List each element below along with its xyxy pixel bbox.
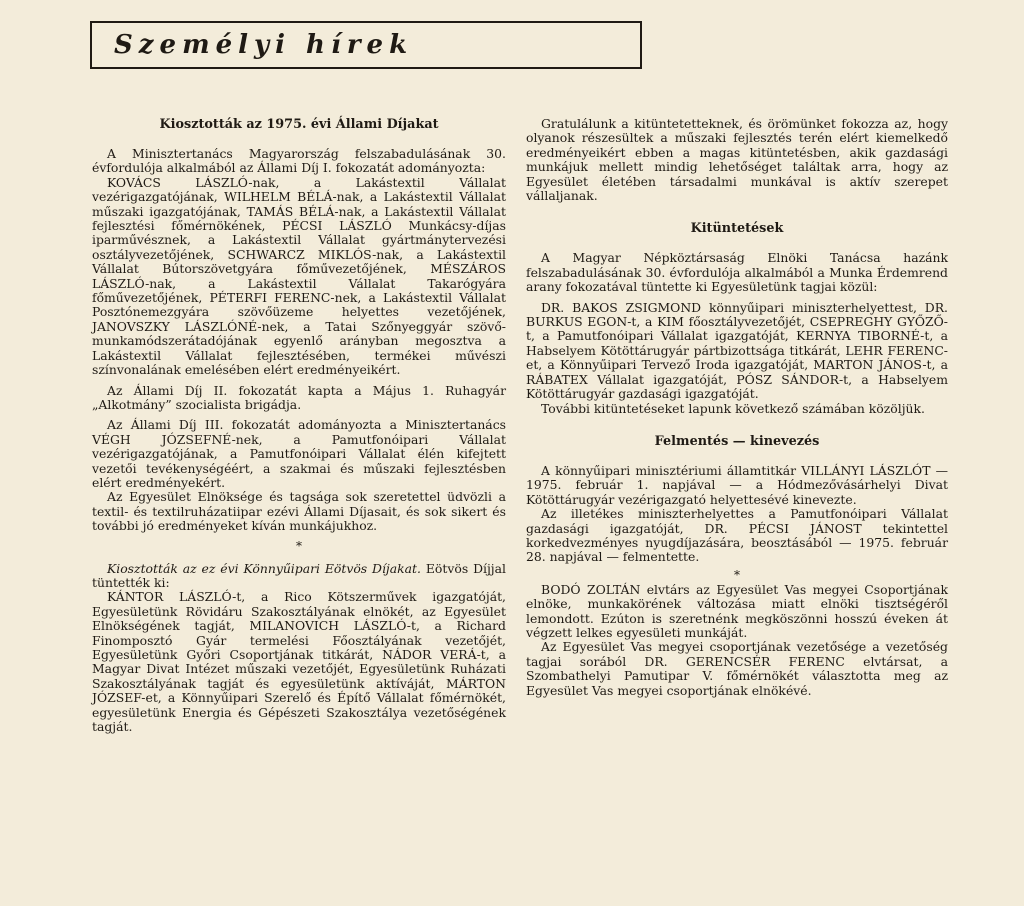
paragraph: További kitüntetéseket lapunk következő számában közöljük. <box>541 400 925 416</box>
paragraph: A Magyar Népköztársaság Elnöki Tanácsa hazánk felszabadulásának 30. évfordulója alkalmából a Munka Érdemrend arany fokozatával tüntette ki Egyesületünk tagjai közül: <box>526 250 948 295</box>
paragraph: Az Egyesület Vas megyei csoportjának vezetősége a vezetőség tagjai sorából DR. GERENCSÉR FERENC elvtársat, a Szombathelyi Pamutipar V. főmérnökét választotta meg az Egyesület Vas megyei csoportjának elnökévé. <box>526 639 948 698</box>
paragraph: KÁNTOR LÁSZLÓ-t, a Rico Kötszerművek igazgatóját, Egyesületünk Rövidáru Szakosztályának elnökét, az Egyesület Elnökségének tagját, MILANOVICH LÁSZLÓ-t, a Richard Finomposztó Gyár termelési Főosztályának vezetőjét, Egyesületünk Győri Csoportjának titkárát, NÁDOR VERÁ-t, a Magyar Divat Intézet műszaki vezetőjét, Egyesületünk Ruházati Szakosztályának tagját és egyesületünk aktíváját, MÁRTON JÓZSEF-et, a Könnyűipari Szerelő és Építő Vállalat főmérnökét, egyesületünk Energia és Gépészeti Szakosztálya vezetőségének tagját. <box>92 589 506 735</box>
eotvos-intro: Eötvös Díjjal tüntették ki: <box>92 560 506 590</box>
section-separator: * <box>734 567 740 582</box>
section-separator: * <box>296 538 302 553</box>
header-box <box>90 21 642 69</box>
heading-allami-dijak: Kiosztották az 1975. évi Állami Díjakat <box>159 117 439 132</box>
paragraph: Az Egyesület Elnöksége és tagsága sok szeretettel üdvözli a textil- és textilruházatiipar ezévi Állami Díjasait, és sok sikert és további jó eredményeket kíván munkájukhoz. <box>92 489 506 534</box>
paragraph: A könnyűipari minisztériumi államtitkár VILLÁNYI LÁSZLÓT — 1975. február 1. napjával — a Hódmezővásárhelyi Divat Kötöttárugyár vezérigazgató helyettesévé kinevezte. <box>526 462 948 507</box>
paragraph: Gratulálunk a kitüntetetteknek, és örömünket fokozza az, hogy olyanok részesültek a műszaki fejlesztés terén elért kiemelkedő eredményeikért ebben a magas kitüntetésben, akik gazdasági munkájuk mellett mindig lehetőséget találtak arra, hogy az Egyesület életében társadalmi munkával is aktív szerepet vállaljanak. <box>526 116 948 204</box>
right-column <box>526 117 948 704</box>
paragraph: Az Állami Díj III. fokozatát adományozta a Minisztertanács VÉGH JÓZSEFNÉ-nek, a Pamutfonóipari Vállalat vezérigazgatójának, a Pamutfonóipari Vállalat élén kifejtett vezetői tevékenységéért, a szakmai és műszaki fejlesztésben elért eredményekért. <box>92 417 506 490</box>
paragraph: KOVÁCS LÁSZLÓ-nak, a Lakástextil Vállalat vezérigazgatójának, WILHELM BÉLÁ-nak, a Lakástextil Vállalat műszaki igazgatójának, TAMÁS BÉLÁ-nak, a Lakástextil Vállalat fejlesztési főmérnökének, PÉCSI LÁSZLÓ Munkácsy-díjas iparművésznek, a Lakástextil Vállalat gyártmánytervezési osztályvezetőjének, SCHWARCZ MIKLÓS-nak, a Lakástextil Vállalat Bútorszövetgyára főművezetőjének, MÉSZÁROS LÁSZLÓ-nak, a Lakástextil Vállalat Takarógyára főművezetőjének, PÉTERFI FERENC-nek, a Lakástextil Vállalat Posztónemezgyára szövőüzeme helyettes vezetőjének, JANOVSZKY LÁSZLÓNÉ-nek, a Tatai Szőnyeggyár szövő-munkamódszerátadójának egyenlő arányban megosztva a Lakástextil Vállalat fejlesztésében, termékei művészi színvonalának emelésében elért eredményeikért. <box>92 174 506 378</box>
left-column <box>92 117 506 740</box>
heading-kituntetesek: Kitüntetések <box>690 221 784 237</box>
eotvos-heading: Kiosztották az ez évi Könnyűipari Eötvös Díjakat. <box>107 560 421 576</box>
paragraph: A Minisztertanács Magyarország felszabadulásának 30. évfordulója alkalmából az Állami Díj I. fokozatát adományozta: <box>92 146 506 176</box>
paragraph: BODÓ ZOLTÁN elvtárs az Egyesület Vas megyei Csoportjának elnöke, munkakörének változása miatt elnöki tisztségéről lemondott. Ezúton is szeretnénk megköszönni hosszú éveken át végzett lelkes egyesületi munkáját. <box>526 581 948 640</box>
paragraph: DR. BAKOS ZSIGMOND könnyűipari miniszterhelyettest, DR. BURKUS EGON-t, a KIM főosztályvezetőjét, CSEPREGHY GYŐZŐ-t, a Pamutfonóipari Vállalat igazgatóját, KERNYA TIBORNÉ-t, a Habselyem Kötöttárugyár pártbizottsága titkárát, LEHR FERENC-et, a Könnyűipari Tervező Iroda igazgatóját, MARTON JÁNOS-t, a RÁBATEX Vállalat igazgatóját, PÓSZ SÁNDOR-t, a Habselyem Kötöttárugyár gazdasági igazgatóját. <box>526 299 948 402</box>
page-title: Személyi hírek <box>114 30 414 60</box>
paragraph: Az Állami Díj II. fokozatát kapta a Május 1. Ruhagyár „Alkotmány” szocialista brigádja. <box>92 382 506 412</box>
heading-felmentes-kinevezes: Felmentés — kinevezés <box>654 433 820 449</box>
paragraph-eotvos <box>92 562 506 591</box>
paragraph: Az illetékes miniszterhelyettes a Pamutfonóipari Vállalat gazdasági igazgatóját, DR. PÉCSI JÁNOST tekintettel korkedvezményes nyugdíjazására, beosztásából — 1975. február 28. napjával — felmentette. <box>526 506 948 565</box>
